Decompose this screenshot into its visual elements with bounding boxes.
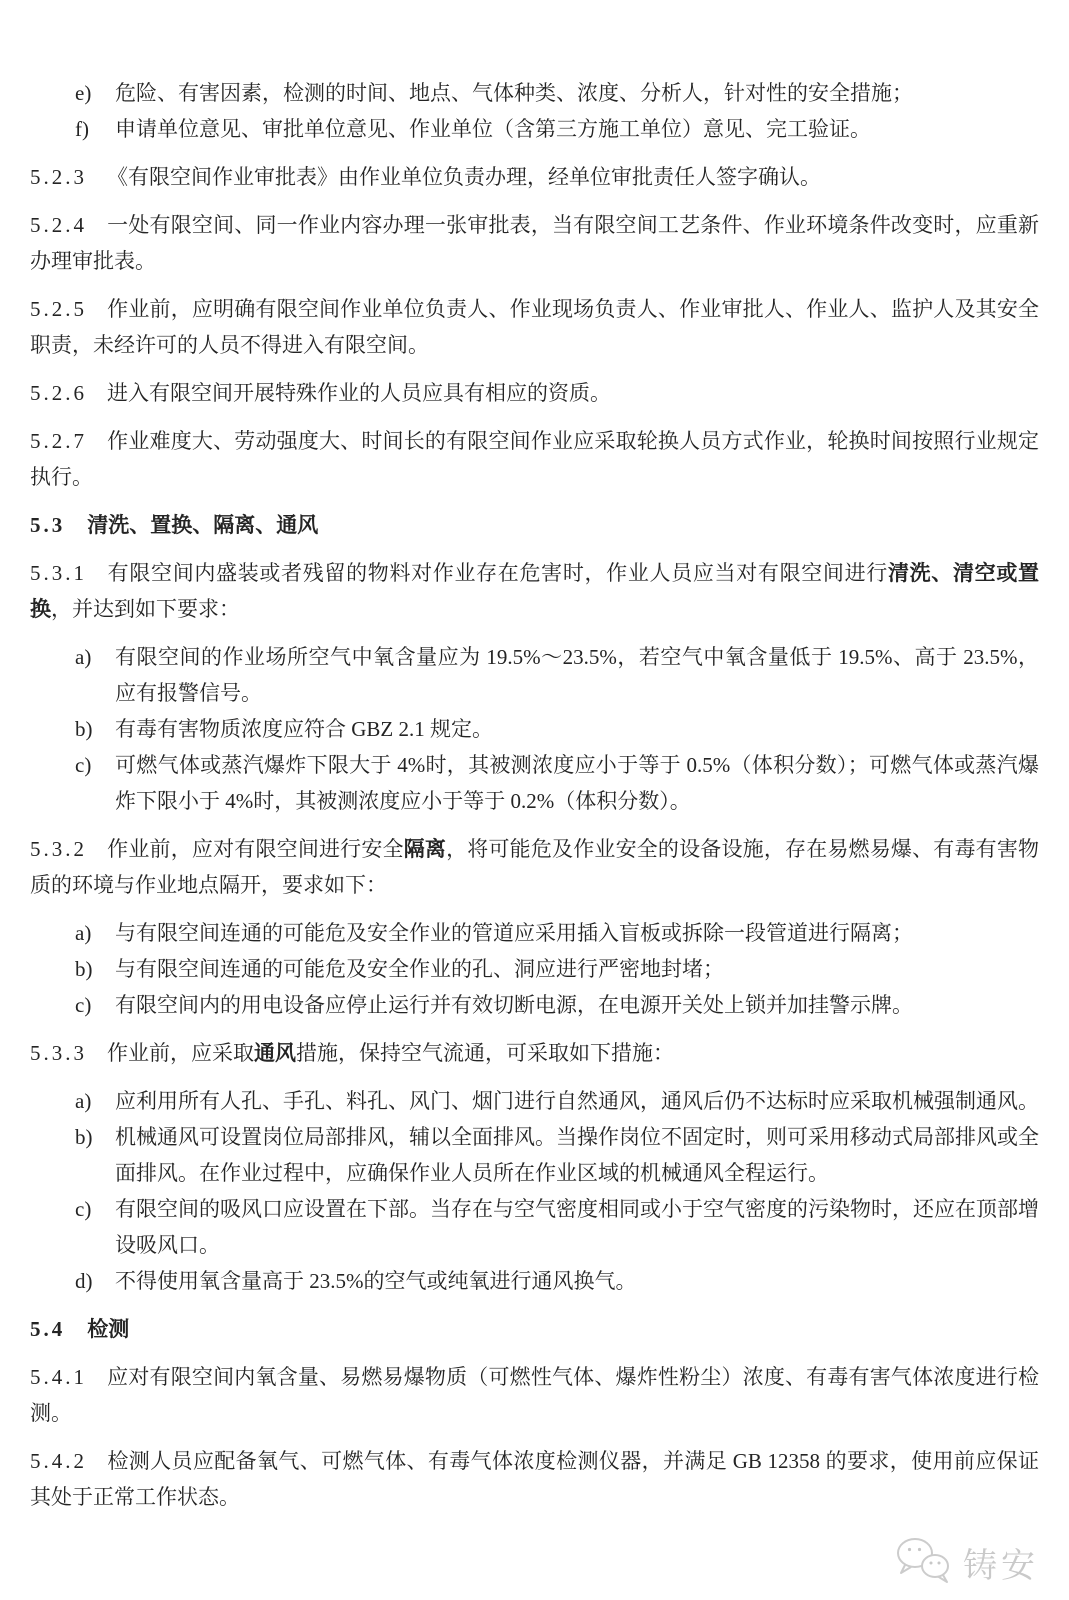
list-item (30, 1191, 1039, 1263)
section-number: 5.3.2 (30, 837, 87, 861)
list-item (30, 951, 1039, 987)
watermark (893, 1534, 1039, 1591)
body-text: 有限空间内盛装或者残留的物料对作业存在危害时，作业人员应当对有限空间进行 (107, 561, 888, 585)
body-text: 有限空间的吸风口应设置在下部。当存在与空气密度相同或小于空气密度的污染物时，还应在顶部增设吸风口。 (115, 1197, 1039, 1257)
body-text: 不得使用氧含量高于 23.5%的空气或纯氧进行通风换气。 (115, 1269, 637, 1293)
list-marker: b) (75, 957, 93, 981)
body-text: 应对有限空间内氧含量、易燃易爆物质（可燃性气体、爆炸性粉尘）浓度、有毒有害气体浓度进行检测。 (30, 1365, 1039, 1425)
list-item (30, 987, 1039, 1023)
list-item (30, 111, 1039, 147)
section-number: 5.2.5 (30, 297, 87, 321)
list-marker: f) (75, 117, 89, 141)
body-text: 危险、有害因素，检测的时间、地点、气体种类、浓度、分析人，针对性的安全措施； (115, 81, 913, 105)
section-number: 5.4 (30, 1317, 66, 1341)
list-marker: b) (75, 717, 93, 741)
list-marker: e) (75, 81, 92, 105)
section-number: 5.4.2 (30, 1449, 87, 1473)
section-paragraph (30, 1359, 1039, 1431)
section-number: 5.2.3 (30, 165, 87, 189)
bold-text: 通风 (254, 1041, 296, 1065)
section-number: 5.2.6 (30, 381, 87, 405)
body-text: 机械通风可设置岗位局部排风，辅以全面排风。当操作岗位不固定时，则可采用移动式局部排风或全面排风。在作业过程中，应确保作业人员所在作业区域的机械通风全程运行。 (115, 1125, 1039, 1185)
body-text: 与有限空间连通的可能危及安全作业的孔、洞应进行严密地封堵； (115, 957, 724, 981)
section-paragraph (30, 423, 1039, 495)
bold-text: 隔离 (403, 837, 447, 861)
list-marker: a) (75, 1089, 92, 1113)
list-item (30, 711, 1039, 747)
body-text: 作业前，应采取 (107, 1041, 254, 1065)
wechat-icon (893, 1534, 955, 1591)
list-marker: a) (75, 645, 92, 669)
list-marker: d) (75, 1269, 93, 1293)
body-text: 有限空间内的用电设备应停止运行并有效切断电源，在电源开关处上锁并加挂警示牌。 (115, 993, 913, 1017)
list-item (30, 1263, 1039, 1299)
body-text: 进入有限空间开展特殊作业的人员应具有相应的资质。 (107, 381, 611, 405)
section-number: 5.3.1 (30, 561, 87, 585)
list-marker: c) (75, 993, 92, 1017)
body-text: 有限空间的作业场所空气中氧含量应为 19.5%～23.5%，若空气中氧含量低于 19.5%、高于 23.5%，应有报警信号。 (115, 645, 1039, 705)
list-item (30, 1083, 1039, 1119)
list-item (30, 639, 1039, 711)
section-number: 5.3 (30, 513, 66, 537)
section-number: 5.2.4 (30, 213, 87, 237)
body-text: ，并达到如下要求： (51, 597, 240, 621)
list-marker: a) (75, 921, 92, 945)
body-text: 作业前，应明确有限空间作业单位负责人、作业现场负责人、作业审批人、作业人、监护人及其安全职责，未经许可的人员不得进入有限空间。 (30, 297, 1039, 357)
section-heading (30, 1311, 1039, 1347)
list-marker: c) (75, 753, 92, 777)
section-number: 5.4.1 (30, 1365, 87, 1389)
list-item (30, 747, 1039, 819)
section-number: 5.2.7 (30, 429, 87, 453)
body-text: 作业难度大、劳动强度大、时间长的有限空间作业应采取轮换人员方式作业，轮换时间按照行业规定执行。 (30, 429, 1039, 489)
body-text: 检测人员应配备氧气、可燃气体、有毒气体浓度检测仪器，并满足 GB 12358 的要求，使用前应保证其处于正常工作状态。 (30, 1449, 1039, 1509)
section-paragraph (30, 1035, 1039, 1071)
section-heading (30, 507, 1039, 543)
section-paragraph (30, 831, 1039, 903)
list-marker: c) (75, 1197, 92, 1221)
body-text: 应利用所有人孔、手孔、料孔、风门、烟门进行自然通风，通风后仍不达标时应采取机械强制通风。 (115, 1089, 1039, 1113)
list-item (30, 915, 1039, 951)
body-text: 清洗、置换、隔离、通风 (87, 513, 319, 537)
list-item (30, 75, 1039, 111)
body-text: 可燃气体或蒸汽爆炸下限大于 4%时，其被测浓度应小于等于 0.5%（体积分数）；可燃气体或蒸汽爆炸下限小于 4%时，其被测浓度应小于等于 0.2%（体积分数）。 (115, 753, 1039, 813)
section-paragraph (30, 375, 1039, 411)
body-text: ，将可能危及作业安全的设备设施，存在易燃易爆、有毒有害物质的环境与作业地点隔开，要求如下： (30, 837, 1040, 897)
section-paragraph (30, 1443, 1039, 1515)
section-paragraph (30, 555, 1039, 627)
body-text: 申请单位意见、审批单位意见、作业单位（含第三方施工单位）意见、完工验证。 (115, 117, 871, 141)
section-paragraph (30, 291, 1039, 363)
section-number: 5.3.3 (30, 1041, 87, 1065)
body-text: 检测 (87, 1317, 130, 1341)
list-marker: b) (75, 1125, 93, 1149)
body-text: 与有限空间连通的可能危及安全作业的管道应采用插入盲板或拆除一段管道进行隔离； (115, 921, 913, 945)
body-text: 作业前，应对有限空间进行安全 (107, 837, 404, 861)
section-paragraph (30, 207, 1039, 279)
body-text: 措施，保持空气流通，可采取如下措施： (296, 1041, 674, 1065)
section-paragraph (30, 159, 1039, 195)
list-item (30, 1119, 1039, 1191)
watermark-text: 铸安 (963, 1548, 1039, 1585)
bold-text: 清洗、清空或置换 (30, 561, 1039, 621)
body-text: 一处有限空间、同一作业内容办理一张审批表，当有限空间工艺条件、作业环境条件改变时，应重新办理审批表。 (30, 213, 1039, 273)
body-text: 《有限空间作业审批表》由作业单位负责办理，经单位审批责任人签字确认。 (107, 165, 821, 189)
body-text: 有毒有害物质浓度应符合 GBZ 2.1 规定。 (115, 717, 493, 741)
